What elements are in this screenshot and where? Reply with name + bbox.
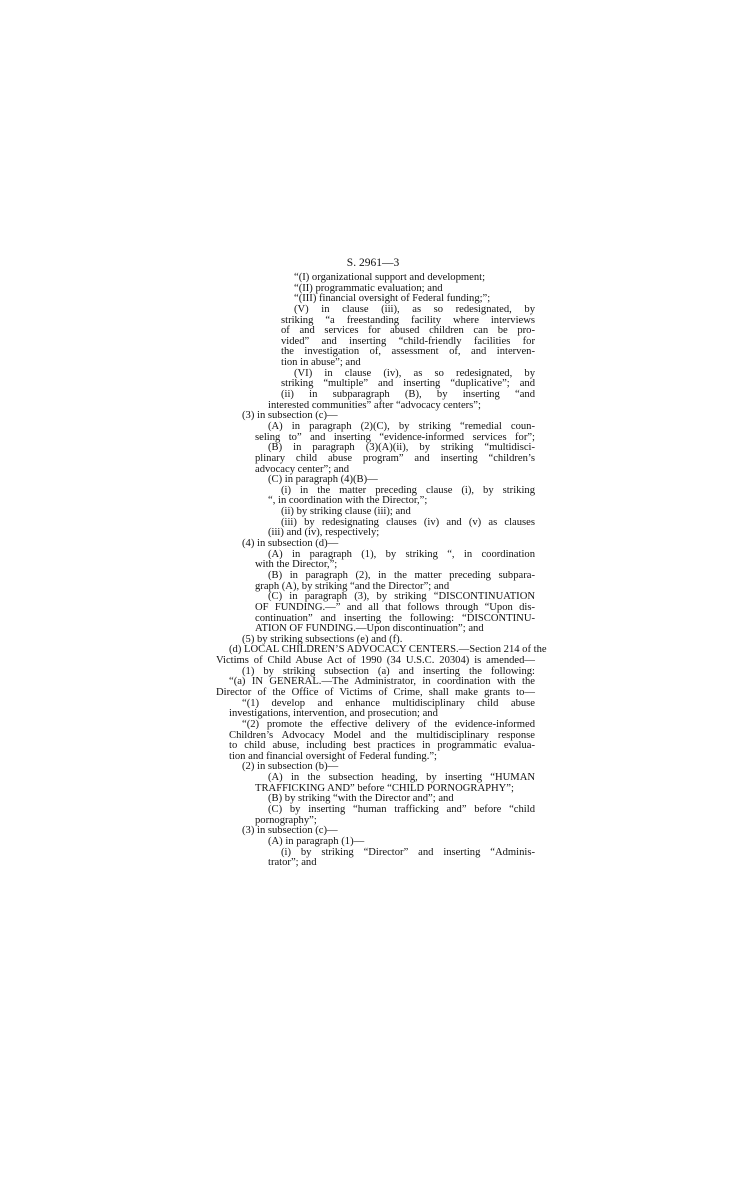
text-line: (A) in paragraph (1), by striking “, in coordination <box>268 548 535 560</box>
text-line: ATION OF FUNDING.—Upon discontinuation”; and <box>255 623 484 635</box>
text-line: seling to” and inserting “evidence-informed services for”; <box>255 431 535 443</box>
text-line: advocacy center”; and <box>255 463 350 475</box>
text-line: (B) in paragraph (2), in the matter preceding subpara- <box>268 569 535 581</box>
text-line: graph (A), by striking “and the Director”; and <box>255 580 450 592</box>
page-header <box>0 257 746 270</box>
text-line: “(2) promote the effective delivery of the evidence-informed <box>242 718 535 730</box>
text-line: striking “a freestanding facility where interviews <box>281 314 535 326</box>
text-line: striking “multiple” and inserting “duplicative”; and <box>281 378 535 390</box>
text-line: the investigation of, assessment of, and interven- <box>281 346 535 358</box>
text-line: (iii) by redesignating clauses (iv) and (v) as clauses <box>281 516 535 528</box>
text-line: “(1) develop and enhance multidisciplinary child abuse <box>242 697 535 709</box>
text-line: “(III) financial oversight of Federal funding;”; <box>294 293 491 305</box>
text-line: continuation” and inserting the following: “DISCONTINU- <box>255 612 535 624</box>
text-line: “, in coordination with the Director,”; <box>268 495 428 507</box>
text-line: (A) in paragraph (2)(C), by striking “remedial coun- <box>268 420 535 432</box>
text-line: Director of the Office of Victims of Crime, shall make grants to— <box>216 686 535 698</box>
text-line: (ii) by striking clause (iii); and <box>281 506 411 518</box>
text-line: (A) in paragraph (1)— <box>268 835 365 847</box>
text-line: pornography”; <box>255 814 317 826</box>
text-line: (C) in paragraph (4)(B)— <box>268 474 378 486</box>
text-line: (4) in subsection (d)— <box>242 538 339 550</box>
text-line: Children’s Advocacy Model and the multidisciplinary response <box>229 729 535 741</box>
text-line: tion in abuse”; and <box>281 357 361 369</box>
text-line: (C) by inserting “human trafficking and” before “child <box>268 804 535 816</box>
text-line: interested communities” after “advocacy centers”; <box>268 399 481 411</box>
text-line: (ii) in subparagraph (B), by inserting “and <box>281 389 535 401</box>
text-line: (iii) and (iv), respectively; <box>268 527 380 539</box>
text-line: OF FUNDING.—” and all that follows through “Upon dis- <box>255 601 535 613</box>
text-line: of and services for abused children can be pro- <box>281 325 535 337</box>
text-line: “(II) programmatic evaluation; and <box>294 282 443 294</box>
text-line: (d) LOCAL CHILDREN’S ADVOCACY CENTERS.—Section 214 of the <box>229 644 547 656</box>
text-line: (B) in paragraph (3)(A)(ii), by striking “multidisci- <box>268 442 535 454</box>
text-line: plinary child abuse program” and inserting “children’s <box>255 452 535 464</box>
text-line: (i) in the matter preceding clause (i), by striking <box>281 484 535 496</box>
text-line: (5) by striking subsections (e) and (f). <box>242 633 403 645</box>
text-line: (1) by striking subsection (a) and inserting the following: <box>242 665 535 677</box>
text-line: with the Director,”; <box>255 559 338 571</box>
text-line: (3) in subsection (c)— <box>242 410 338 422</box>
text-line: tion and financial oversight of Federal funding.”; <box>229 750 437 762</box>
text-line: (C) in paragraph (3), by striking “DISCONTINUATION <box>268 591 535 603</box>
text-line: TRAFFICKING AND” before “CHILD PORNOGRAPHY”; <box>255 782 514 794</box>
text-line: “(I) organizational support and development; <box>294 272 486 283</box>
text-line: vided” and inserting “child-friendly facilities for <box>281 335 535 347</box>
text-line: trator”; and <box>268 857 317 869</box>
text-line: investigations, intervention, and prosecution; and <box>229 708 438 720</box>
text-line: (A) in the subsection heading, by inserting “HUMAN <box>268 772 535 784</box>
text-line: to child abuse, including best practices in programmatic evalua- <box>229 740 535 752</box>
bill-text-body <box>216 272 547 869</box>
text-line: (i) by striking “Director” and inserting “Adminis- <box>281 846 535 858</box>
text-line: “(a) IN GENERAL.—The Administrator, in coordination with the <box>229 676 535 688</box>
text-line: Victims of Child Abuse Act of 1990 (34 U.S.C. 20304) is amended— <box>216 655 535 667</box>
text-line: (B) by striking “with the Director and”; and <box>268 793 454 805</box>
text-line: (V) in clause (iii), as so redesignated, by <box>294 303 535 315</box>
text-line: (2) in subsection (b)— <box>242 761 339 773</box>
text-line: (3) in subsection (c)— <box>242 825 338 837</box>
text-line: (VI) in clause (iv), as so redesignated, by <box>294 367 535 379</box>
bill-number: S. 2961—3 <box>346 257 400 269</box>
